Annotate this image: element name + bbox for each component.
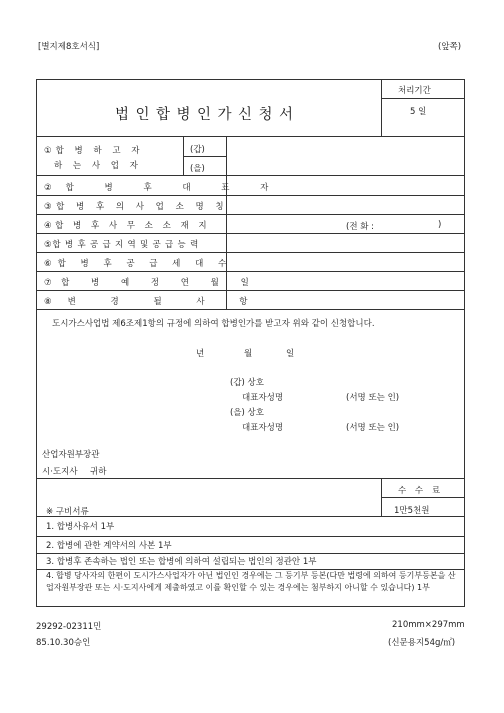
recipient-governor: 시·도지사: [42, 467, 78, 477]
changes-label: ⑧변 경 될 사 항: [44, 297, 264, 307]
row-line: [36, 271, 465, 272]
party-a-company: (갑) 상호: [230, 378, 264, 388]
row-line: [36, 136, 465, 137]
phone-label: (전 화 :: [346, 222, 375, 232]
party-b-sign: (서명 또는 인): [346, 423, 400, 433]
merging-business-label-1: ①합 병 하 고 자: [44, 146, 144, 156]
party-b-company: (을) 상호: [230, 408, 264, 418]
row-line: [36, 233, 465, 234]
row-line: [36, 195, 465, 196]
processing-period-label: 처리기간: [398, 86, 431, 96]
merger-date-label: ⑦합 병 예 정 연 월 일: [44, 278, 259, 288]
form-id: [별지제8호서식]: [38, 42, 100, 52]
processing-divider: [381, 79, 382, 136]
party-b-label: (을): [190, 164, 205, 174]
paper-size: 210mm×297mm: [392, 620, 465, 630]
row-line: [36, 214, 465, 215]
form-title: 법인합병인가신청서: [115, 107, 300, 123]
fee-value: 1만5천원: [394, 506, 430, 516]
office-address-label: ④합 병 후 사 무 소 소 재 지: [44, 221, 211, 231]
row-line: [36, 175, 465, 176]
processing-split: [381, 98, 465, 99]
fee-split: [381, 497, 465, 498]
document-item: 2. 합병에 관한 계약서의 사본 1부: [46, 541, 172, 551]
row-line: [36, 290, 465, 291]
approval-date: 85.10.30승인: [36, 638, 91, 648]
date-year: 년: [196, 349, 205, 359]
business-name-label: ③합 병 후 의 사 업 소 명 칭: [44, 202, 229, 212]
application-statement: 도시가스사업법 제6조제1항의 규정에 의하여 합병인가를 받고자 위와 같이 신청합니다.: [52, 319, 375, 329]
document-item: 4. 합병 당사자의 한편이 도시가스사업자가 아닌 법인인 경우에는 그 등기부 등본(다만 법령에 의하여 등기부등본을 산업자원부장관 또는 시·도지사에게 제출하였고 이를 확인할 수 있는 경우에는 첨부하지 아니할 수 있습니다) 1부: [46, 571, 456, 592]
party-a-label: (갑): [190, 145, 205, 155]
supply-area-label: ⑤합 병 후 공 급 지 역 및 공 급 능 력: [44, 240, 200, 250]
supply-households-label: ⑥합 병 후 공 급 세 대 수: [44, 259, 233, 269]
document-item: 1. 합병사유서 1부: [46, 522, 115, 532]
processing-period-value: 5 일: [410, 107, 427, 117]
date-day: 일: [286, 349, 295, 359]
form-code: 29292-02311민: [36, 622, 102, 632]
merging-business-label-2: 하 는 사 업 자: [54, 161, 142, 171]
date-month: 월: [244, 349, 253, 359]
party-b-representative: 대표자성명: [242, 423, 284, 433]
fee-top-line: [36, 478, 465, 479]
row-line: [183, 156, 227, 157]
representative-label: ②합 병 후 대 표 자: [44, 183, 283, 193]
required-documents-title: ※ 구비서류: [46, 507, 89, 517]
paper-type: (신문용지54g/㎡): [388, 638, 456, 648]
document-item: 3. 합병후 존속하는 법인 또는 합병에 의하여 설립되는 법인의 정관안 1부: [46, 557, 317, 567]
doc-line: [36, 553, 465, 554]
page-side-label: (앞쪽): [438, 42, 462, 52]
row-line: [36, 252, 465, 253]
row-line: [36, 309, 465, 310]
recipient-honorific: 귀하: [90, 467, 107, 477]
party-a-representative: 대표자성명: [242, 393, 284, 403]
phone-close: ): [438, 220, 442, 230]
documents-top-line: [36, 516, 465, 517]
recipient-minister: 산업자원부장관: [42, 450, 100, 460]
fee-label: 수 수 료: [398, 486, 444, 496]
party-a-sign: (서명 또는 인): [346, 393, 400, 403]
doc-line: [36, 536, 465, 537]
